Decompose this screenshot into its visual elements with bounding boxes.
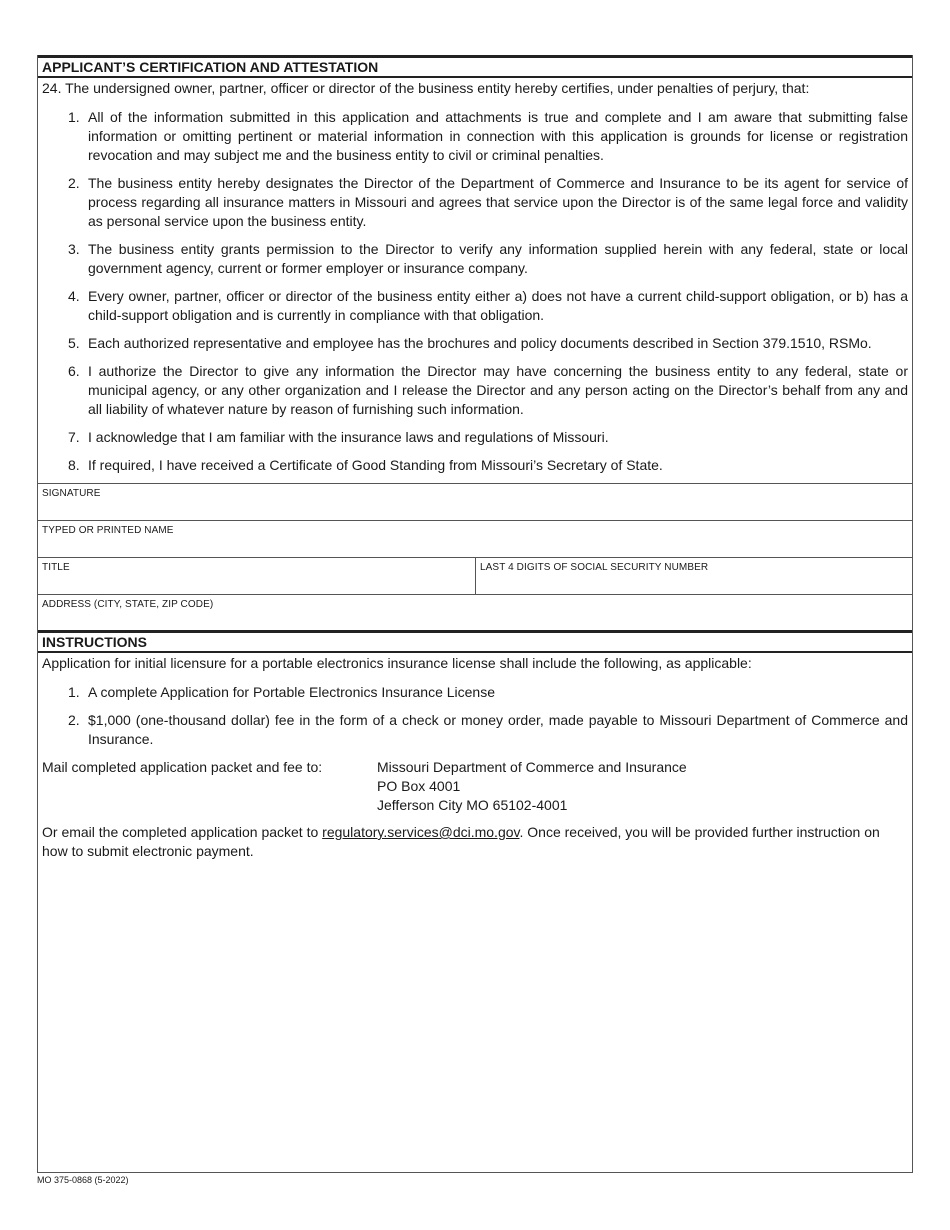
application-form: [37, 55, 913, 1173]
instructions-heading: INSTRUCTIONS: [38, 630, 912, 653]
ssn-last4-label: LAST 4 DIGITS OF SOCIAL SECURITY NUMBER: [480, 562, 709, 573]
list-item: 2. $1,000 (one-thousand dollar) fee in the form of a check or money order, made payable to Missouri Department of Commerce and Insurance.: [68, 712, 908, 747]
list-item: 7. I acknowledge that I am familiar with the insurance laws and regulations of Missouri.: [68, 429, 609, 445]
list-item: 3. The business entity grants permission to the Director to verify any information supplied herein with any federal, state or local government agency, current or former employer or insurance company.: [68, 241, 908, 276]
mail-address-line: Jefferson City MO 65102-4001: [377, 797, 568, 813]
typed-name-field[interactable]: [38, 520, 912, 557]
list-item: 4. Every owner, partner, officer or director of the business entity either a) does not have a current child-support obligation, or b) has a child-support obligation and is currently in compliance with that obligation.: [68, 288, 908, 323]
mail-address-line: PO Box 4001: [377, 778, 461, 794]
title-label: TITLE: [42, 562, 70, 573]
certification-heading: APPLICANT’S CERTIFICATION AND ATTESTATION: [38, 55, 912, 78]
list-item: 1. All of the information submitted in this application and attachments is true and complete and I am aware that submitting false information or omitting pertinent or material information in connection with this application is grounds for license or registration revocation and may subject me and the business entity to civil or criminal penalties.: [68, 109, 908, 163]
list-item: 1. A complete Application for Portable Electronics Insurance License: [68, 684, 496, 700]
list-item: 5. Each authorized representative and employee has the brochures and policy documents described in Section 379.1510, RSMo.: [68, 335, 872, 351]
mail-address: [377, 758, 687, 815]
certification-intro: 24. The undersigned owner, partner, officer or director of the business entity hereby certifies, under penalties of perjury, that:: [42, 80, 810, 96]
list-item: 8. If required, I have received a Certificate of Good Standing from Missouri’s Secretary of State.: [68, 457, 663, 473]
instructions-list: [38, 683, 912, 749]
title-field[interactable]: [38, 558, 476, 594]
instructions-intro: Application for initial licensure for a portable electronics insurance license shall include the following, as applicable:: [42, 655, 752, 671]
list-item: 6. I authorize the Director to give any information the Director may have concerning the business entity to any federal, state or municipal agency, or any other organization and I release the Director and any person acting on the Director’s behalf from any and all liability of whatever nature by reason of furnishing such information.: [68, 363, 908, 417]
address-label: ADDRESS (CITY, STATE, ZIP CODE): [42, 599, 214, 610]
ssn-last4-field[interactable]: [476, 558, 912, 594]
title-ssn-row: [38, 557, 912, 594]
mail-label: Mail completed application packet and fee to:: [42, 759, 323, 775]
mail-block: [38, 758, 912, 815]
address-field[interactable]: [38, 594, 912, 630]
signature-label: SIGNATURE: [42, 488, 101, 499]
typed-name-label: TYPED OR PRINTED NAME: [42, 525, 174, 536]
email-link[interactable]: regulatory.services@dci.mo.gov: [322, 824, 520, 840]
certification-list: [38, 108, 912, 475]
email-paragraph: Or email the completed application packet to regulatory.services@dci.mo.gov. Once received, you will be provided further instruction on how to submit electronic payment.: [42, 824, 880, 859]
signature-field[interactable]: [38, 483, 912, 520]
form-number: MO 375-0868 (5-2022): [37, 1175, 129, 1185]
list-item: 2. The business entity hereby designates the Director of the Department of Commerce and Insurance to be its agent for service of process regarding all insurance matters in Missouri and agrees that service upon the Director is of the same legal force and validity as personal service upon the business entity.: [68, 175, 908, 229]
mail-address-line: Missouri Department of Commerce and Insurance: [377, 759, 687, 775]
